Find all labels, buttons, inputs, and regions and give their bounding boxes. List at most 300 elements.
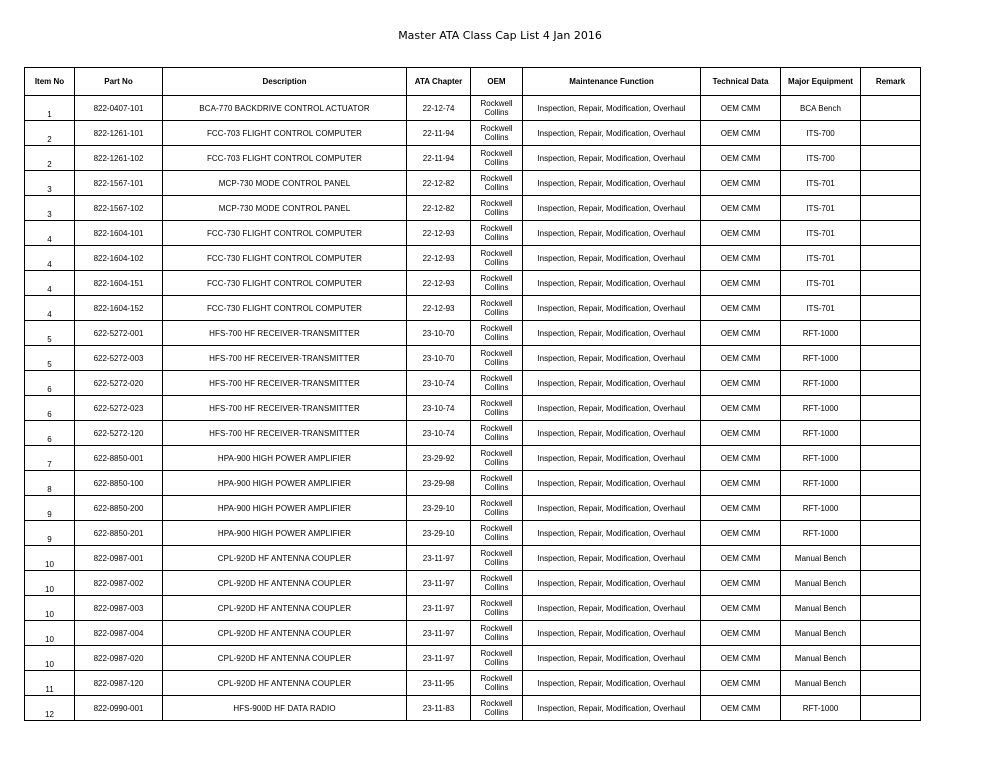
cell-technical-data: OEM CMM — [701, 296, 781, 321]
table-row — [25, 546, 921, 571]
table-row — [25, 596, 921, 621]
col-header-item-no: Item No — [25, 68, 75, 96]
cell-oem — [471, 296, 523, 321]
col-header-remark: Remark — [861, 68, 921, 96]
cell-maintenance-function: Inspection, Repair, Modification, Overhaul — [523, 96, 701, 121]
oem-line-1: Rockwell — [480, 274, 513, 283]
cell-major-equipment: RFT-1000 — [781, 471, 861, 496]
cell-major-equipment: ITS-701 — [781, 246, 861, 271]
cell-technical-data: OEM CMM — [701, 346, 781, 371]
document-title: Master ATA Class Cap List 4 Jan 2016 — [398, 29, 602, 42]
table-row — [25, 696, 921, 721]
cell-technical-data: OEM CMM — [701, 396, 781, 421]
cell-item-no: 3 — [25, 196, 75, 221]
oem-line-1: Rockwell — [480, 124, 513, 133]
oem-line-1: Rockwell — [480, 524, 513, 533]
cell-remark — [861, 546, 921, 571]
table-row — [25, 246, 921, 271]
cell-oem — [471, 221, 523, 246]
cell-technical-data: OEM CMM — [701, 146, 781, 171]
cell-major-equipment: RFT-1000 — [781, 696, 861, 721]
cell-part-no: 822-0987-001 — [75, 546, 163, 571]
cell-remark — [861, 646, 921, 671]
cell-remark — [861, 171, 921, 196]
cell-technical-data: OEM CMM — [701, 546, 781, 571]
cell-major-equipment: ITS-701 — [781, 296, 861, 321]
cell-ata-chapter: 22-11-94 — [407, 146, 471, 171]
cell-maintenance-function: Inspection, Repair, Modification, Overhaul — [523, 621, 701, 646]
cell-major-equipment: RFT-1000 — [781, 346, 861, 371]
oem-line-2: Collins — [484, 233, 509, 242]
cell-ata-chapter: 22-12-93 — [407, 271, 471, 296]
table-row — [25, 196, 921, 221]
table-row — [25, 421, 921, 446]
header-row — [25, 68, 921, 96]
cell-description: CPL-920D HF ANTENNA COUPLER — [163, 671, 407, 696]
cell-ata-chapter: 23-10-74 — [407, 421, 471, 446]
cell-technical-data: OEM CMM — [701, 121, 781, 146]
table-row — [25, 671, 921, 696]
cell-remark — [861, 571, 921, 596]
cell-description: FCC-703 FLIGHT CONTROL COMPUTER — [163, 146, 407, 171]
col-header-technical-data: Technical Data — [701, 68, 781, 96]
cell-technical-data: OEM CMM — [701, 271, 781, 296]
cell-ata-chapter: 23-11-97 — [407, 571, 471, 596]
cell-oem — [471, 346, 523, 371]
cell-maintenance-function: Inspection, Repair, Modification, Overhaul — [523, 546, 701, 571]
cell-maintenance-function: Inspection, Repair, Modification, Overhaul — [523, 471, 701, 496]
oem-line-2: Collins — [484, 633, 509, 642]
cell-part-no: 822-1567-102 — [75, 196, 163, 221]
cell-major-equipment: RFT-1000 — [781, 321, 861, 346]
cell-oem — [471, 671, 523, 696]
cell-major-equipment: Manual Bench — [781, 621, 861, 646]
oem-line-2: Collins — [484, 308, 509, 317]
cell-remark — [861, 471, 921, 496]
col-header-part-no: Part No — [75, 68, 163, 96]
cell-technical-data: OEM CMM — [701, 471, 781, 496]
cell-remark — [861, 96, 921, 121]
oem-line-2: Collins — [484, 408, 509, 417]
cell-description: HPA-900 HIGH POWER AMPLIFIER — [163, 471, 407, 496]
cell-ata-chapter: 23-29-98 — [407, 471, 471, 496]
table-row — [25, 646, 921, 671]
cell-part-no: 822-0987-002 — [75, 571, 163, 596]
cell-major-equipment: RFT-1000 — [781, 396, 861, 421]
oem-line-1: Rockwell — [480, 299, 513, 308]
col-header-maintenance-function: Maintenance Function — [523, 68, 701, 96]
cell-part-no: 822-1604-151 — [75, 271, 163, 296]
table-row — [25, 346, 921, 371]
cell-ata-chapter: 23-11-97 — [407, 546, 471, 571]
oem-line-1: Rockwell — [480, 574, 513, 583]
cell-ata-chapter: 23-11-97 — [407, 596, 471, 621]
cell-maintenance-function: Inspection, Repair, Modification, Overhaul — [523, 346, 701, 371]
cell-remark — [861, 671, 921, 696]
cell-oem — [471, 646, 523, 671]
col-header-major-equipment: Major Equipment — [781, 68, 861, 96]
oem-line-1: Rockwell — [480, 399, 513, 408]
table-row — [25, 271, 921, 296]
cell-technical-data: OEM CMM — [701, 221, 781, 246]
oem-line-2: Collins — [484, 708, 509, 717]
cell-major-equipment: ITS-701 — [781, 271, 861, 296]
table-row — [25, 496, 921, 521]
cell-technical-data: OEM CMM — [701, 596, 781, 621]
cell-technical-data: OEM CMM — [701, 496, 781, 521]
cell-part-no: 822-0987-120 — [75, 671, 163, 696]
cell-ata-chapter: 23-10-74 — [407, 396, 471, 421]
cell-oem — [471, 321, 523, 346]
capability-table — [24, 67, 921, 721]
oem-line-1: Rockwell — [480, 674, 513, 683]
cell-item-no: 6 — [25, 396, 75, 421]
oem-line-1: Rockwell — [480, 649, 513, 658]
oem-line-2: Collins — [484, 433, 509, 442]
oem-line-1: Rockwell — [480, 349, 513, 358]
oem-line-2: Collins — [484, 208, 509, 217]
cell-item-no: 8 — [25, 471, 75, 496]
oem-line-1: Rockwell — [480, 224, 513, 233]
cell-item-no: 4 — [25, 221, 75, 246]
cell-maintenance-function: Inspection, Repair, Modification, Overhaul — [523, 196, 701, 221]
oem-line-2: Collins — [484, 508, 509, 517]
cell-description: MCP-730 MODE CONTROL PANEL — [163, 196, 407, 221]
cell-oem — [471, 446, 523, 471]
cell-major-equipment: ITS-701 — [781, 171, 861, 196]
cell-major-equipment: Manual Bench — [781, 571, 861, 596]
cell-technical-data: OEM CMM — [701, 196, 781, 221]
table-row — [25, 621, 921, 646]
cell-ata-chapter: 23-11-97 — [407, 621, 471, 646]
cell-item-no: 4 — [25, 296, 75, 321]
table-row — [25, 371, 921, 396]
cell-maintenance-function: Inspection, Repair, Modification, Overhaul — [523, 221, 701, 246]
cell-description: HPA-900 HIGH POWER AMPLIFIER — [163, 446, 407, 471]
oem-line-2: Collins — [484, 658, 509, 667]
cell-major-equipment: Manual Bench — [781, 546, 861, 571]
cell-remark — [861, 696, 921, 721]
cell-oem — [471, 571, 523, 596]
cell-maintenance-function: Inspection, Repair, Modification, Overhaul — [523, 271, 701, 296]
cell-ata-chapter: 23-11-83 — [407, 696, 471, 721]
cell-item-no: 9 — [25, 496, 75, 521]
cell-ata-chapter: 22-12-82 — [407, 196, 471, 221]
cell-description: MCP-730 MODE CONTROL PANEL — [163, 171, 407, 196]
oem-line-2: Collins — [484, 333, 509, 342]
cell-part-no: 822-0407-101 — [75, 96, 163, 121]
cell-ata-chapter: 23-29-92 — [407, 446, 471, 471]
oem-line-2: Collins — [484, 358, 509, 367]
cell-remark — [861, 446, 921, 471]
oem-line-2: Collins — [484, 283, 509, 292]
cell-ata-chapter: 23-11-95 — [407, 671, 471, 696]
cell-remark — [861, 496, 921, 521]
cell-description: HPA-900 HIGH POWER AMPLIFIER — [163, 521, 407, 546]
oem-line-2: Collins — [484, 183, 509, 192]
cell-remark — [861, 396, 921, 421]
cell-ata-chapter: 23-29-10 — [407, 496, 471, 521]
cell-description: FCC-730 FLIGHT CONTROL COMPUTER — [163, 221, 407, 246]
cell-part-no: 622-5272-001 — [75, 321, 163, 346]
cell-technical-data: OEM CMM — [701, 696, 781, 721]
oem-line-1: Rockwell — [480, 624, 513, 633]
cell-technical-data: OEM CMM — [701, 246, 781, 271]
cell-technical-data: OEM CMM — [701, 646, 781, 671]
oem-line-2: Collins — [484, 483, 509, 492]
table-row — [25, 146, 921, 171]
cell-oem — [471, 521, 523, 546]
oem-line-1: Rockwell — [480, 99, 513, 108]
cell-item-no: 2 — [25, 121, 75, 146]
oem-line-2: Collins — [484, 133, 509, 142]
cell-maintenance-function: Inspection, Repair, Modification, Overhaul — [523, 371, 701, 396]
cell-oem — [471, 546, 523, 571]
oem-line-1: Rockwell — [480, 249, 513, 258]
cell-oem — [471, 146, 523, 171]
cell-part-no: 622-5272-023 — [75, 396, 163, 421]
cell-remark — [861, 596, 921, 621]
cell-part-no: 822-0990-001 — [75, 696, 163, 721]
oem-line-2: Collins — [484, 533, 509, 542]
cell-item-no: 5 — [25, 321, 75, 346]
table-row — [25, 571, 921, 596]
oem-line-2: Collins — [484, 158, 509, 167]
table-row — [25, 321, 921, 346]
oem-line-2: Collins — [484, 558, 509, 567]
cell-part-no: 622-5272-120 — [75, 421, 163, 446]
cell-description: HFS-900D HF DATA RADIO — [163, 696, 407, 721]
cell-part-no: 822-1567-101 — [75, 171, 163, 196]
oem-line-1: Rockwell — [480, 374, 513, 383]
cell-maintenance-function: Inspection, Repair, Modification, Overhaul — [523, 571, 701, 596]
cell-oem — [471, 421, 523, 446]
cell-major-equipment: RFT-1000 — [781, 371, 861, 396]
cell-maintenance-function: Inspection, Repair, Modification, Overhaul — [523, 246, 701, 271]
cell-oem — [471, 696, 523, 721]
oem-line-1: Rockwell — [480, 174, 513, 183]
cell-part-no: 622-8850-001 — [75, 446, 163, 471]
cell-maintenance-function: Inspection, Repair, Modification, Overhaul — [523, 421, 701, 446]
cell-ata-chapter: 23-11-97 — [407, 646, 471, 671]
cell-major-equipment: RFT-1000 — [781, 521, 861, 546]
cell-major-equipment: ITS-701 — [781, 221, 861, 246]
cell-part-no: 822-0987-004 — [75, 621, 163, 646]
cell-maintenance-function: Inspection, Repair, Modification, Overhaul — [523, 521, 701, 546]
cell-ata-chapter: 22-11-94 — [407, 121, 471, 146]
cell-ata-chapter: 23-29-10 — [407, 521, 471, 546]
oem-line-1: Rockwell — [480, 199, 513, 208]
cell-part-no: 822-1604-152 — [75, 296, 163, 321]
cell-item-no: 4 — [25, 271, 75, 296]
cell-major-equipment: Manual Bench — [781, 646, 861, 671]
cell-description: HFS-700 HF RECEIVER-TRANSMITTER — [163, 321, 407, 346]
cell-oem — [471, 246, 523, 271]
cell-remark — [861, 521, 921, 546]
cell-description: HFS-700 HF RECEIVER-TRANSMITTER — [163, 371, 407, 396]
oem-line-1: Rockwell — [480, 699, 513, 708]
cell-part-no: 822-0987-020 — [75, 646, 163, 671]
cell-technical-data: OEM CMM — [701, 96, 781, 121]
cell-item-no: 10 — [25, 646, 75, 671]
cell-item-no: 10 — [25, 571, 75, 596]
cell-remark — [861, 621, 921, 646]
table-row — [25, 171, 921, 196]
cell-ata-chapter: 22-12-74 — [407, 96, 471, 121]
cell-oem — [471, 471, 523, 496]
cell-technical-data: OEM CMM — [701, 171, 781, 196]
cell-item-no: 3 — [25, 171, 75, 196]
cell-maintenance-function: Inspection, Repair, Modification, Overhaul — [523, 596, 701, 621]
cell-oem — [471, 271, 523, 296]
cell-major-equipment: RFT-1000 — [781, 496, 861, 521]
oem-line-1: Rockwell — [480, 474, 513, 483]
oem-line-1: Rockwell — [480, 599, 513, 608]
table-row — [25, 521, 921, 546]
cell-description: FCC-730 FLIGHT CONTROL COMPUTER — [163, 271, 407, 296]
cell-technical-data: OEM CMM — [701, 521, 781, 546]
cell-part-no: 622-5272-003 — [75, 346, 163, 371]
cell-description: FCC-703 FLIGHT CONTROL COMPUTER — [163, 121, 407, 146]
cell-oem — [471, 171, 523, 196]
cell-remark — [861, 321, 921, 346]
cell-part-no: 622-8850-201 — [75, 521, 163, 546]
oem-line-1: Rockwell — [480, 424, 513, 433]
col-header-oem: OEM — [471, 68, 523, 96]
cell-technical-data: OEM CMM — [701, 371, 781, 396]
cell-remark — [861, 146, 921, 171]
cell-remark — [861, 246, 921, 271]
cell-part-no: 622-5272-020 — [75, 371, 163, 396]
cell-technical-data: OEM CMM — [701, 321, 781, 346]
cell-remark — [861, 196, 921, 221]
cell-item-no: 10 — [25, 546, 75, 571]
cell-description: HPA-900 HIGH POWER AMPLIFIER — [163, 496, 407, 521]
oem-line-2: Collins — [484, 683, 509, 692]
cell-oem — [471, 621, 523, 646]
cell-description: CPL-920D HF ANTENNA COUPLER — [163, 571, 407, 596]
cell-technical-data: OEM CMM — [701, 571, 781, 596]
cell-part-no: 822-1261-101 — [75, 121, 163, 146]
oem-line-1: Rockwell — [480, 449, 513, 458]
cell-ata-chapter: 23-10-74 — [407, 371, 471, 396]
cell-maintenance-function: Inspection, Repair, Modification, Overhaul — [523, 321, 701, 346]
cell-item-no: 11 — [25, 671, 75, 696]
cell-major-equipment: RFT-1000 — [781, 446, 861, 471]
cell-maintenance-function: Inspection, Repair, Modification, Overhaul — [523, 296, 701, 321]
oem-line-2: Collins — [484, 258, 509, 267]
cell-maintenance-function: Inspection, Repair, Modification, Overhaul — [523, 446, 701, 471]
cell-maintenance-function: Inspection, Repair, Modification, Overhaul — [523, 671, 701, 696]
table-row — [25, 446, 921, 471]
cell-remark — [861, 121, 921, 146]
cell-remark — [861, 346, 921, 371]
cell-maintenance-function: Inspection, Repair, Modification, Overhaul — [523, 646, 701, 671]
cell-ata-chapter: 23-10-70 — [407, 346, 471, 371]
cell-remark — [861, 371, 921, 396]
cell-item-no: 12 — [25, 696, 75, 721]
cell-major-equipment: BCA Bench — [781, 96, 861, 121]
cell-major-equipment: Manual Bench — [781, 596, 861, 621]
cell-major-equipment: ITS-701 — [781, 196, 861, 221]
cell-maintenance-function: Inspection, Repair, Modification, Overhaul — [523, 696, 701, 721]
cell-ata-chapter: 22-12-93 — [407, 246, 471, 271]
oem-line-1: Rockwell — [480, 549, 513, 558]
cell-maintenance-function: Inspection, Repair, Modification, Overhaul — [523, 146, 701, 171]
cell-technical-data: OEM CMM — [701, 671, 781, 696]
cell-part-no: 622-8850-200 — [75, 496, 163, 521]
cell-description: HFS-700 HF RECEIVER-TRANSMITTER — [163, 421, 407, 446]
table-row — [25, 121, 921, 146]
oem-line-1: Rockwell — [480, 149, 513, 158]
table-row — [25, 221, 921, 246]
cell-oem — [471, 196, 523, 221]
cell-description: FCC-730 FLIGHT CONTROL COMPUTER — [163, 246, 407, 271]
cell-item-no: 2 — [25, 146, 75, 171]
cell-item-no: 5 — [25, 346, 75, 371]
cell-oem — [471, 396, 523, 421]
cell-oem — [471, 496, 523, 521]
col-header-description: Description — [163, 68, 407, 96]
oem-line-2: Collins — [484, 458, 509, 467]
cell-item-no: 1 — [25, 96, 75, 121]
cell-technical-data: OEM CMM — [701, 421, 781, 446]
cell-maintenance-function: Inspection, Repair, Modification, Overhaul — [523, 121, 701, 146]
cell-item-no: 6 — [25, 421, 75, 446]
cell-item-no: 9 — [25, 521, 75, 546]
cell-description: CPL-920D HF ANTENNA COUPLER — [163, 596, 407, 621]
cell-oem — [471, 371, 523, 396]
cell-technical-data: OEM CMM — [701, 621, 781, 646]
cell-description: HFS-700 HF RECEIVER-TRANSMITTER — [163, 396, 407, 421]
cell-oem — [471, 96, 523, 121]
cell-part-no: 822-1261-102 — [75, 146, 163, 171]
oem-line-2: Collins — [484, 583, 509, 592]
cell-major-equipment: ITS-700 — [781, 146, 861, 171]
cell-remark — [861, 271, 921, 296]
col-header-ata-chapter: ATA Chapter — [407, 68, 471, 96]
cell-item-no: 4 — [25, 246, 75, 271]
cell-part-no: 822-1604-101 — [75, 221, 163, 246]
cell-item-no: 7 — [25, 446, 75, 471]
cell-part-no: 822-0987-003 — [75, 596, 163, 621]
cell-technical-data: OEM CMM — [701, 446, 781, 471]
cell-description: CPL-920D HF ANTENNA COUPLER — [163, 621, 407, 646]
cell-ata-chapter: 22-12-82 — [407, 171, 471, 196]
cell-item-no: 10 — [25, 596, 75, 621]
cell-ata-chapter: 22-12-93 — [407, 296, 471, 321]
cell-ata-chapter: 22-12-93 — [407, 221, 471, 246]
table-body — [25, 96, 921, 721]
cell-part-no: 622-8850-100 — [75, 471, 163, 496]
cell-description: FCC-730 FLIGHT CONTROL COMPUTER — [163, 296, 407, 321]
cell-maintenance-function: Inspection, Repair, Modification, Overhaul — [523, 496, 701, 521]
cell-remark — [861, 221, 921, 246]
cell-remark — [861, 296, 921, 321]
cell-major-equipment: ITS-700 — [781, 121, 861, 146]
oem-line-2: Collins — [484, 383, 509, 392]
cell-maintenance-function: Inspection, Repair, Modification, Overhaul — [523, 171, 701, 196]
cell-major-equipment: Manual Bench — [781, 671, 861, 696]
cell-ata-chapter: 23-10-70 — [407, 321, 471, 346]
cell-maintenance-function: Inspection, Repair, Modification, Overhaul — [523, 396, 701, 421]
cell-remark — [861, 421, 921, 446]
oem-line-2: Collins — [484, 108, 509, 117]
table-row — [25, 471, 921, 496]
table-row — [25, 296, 921, 321]
cell-item-no: 10 — [25, 621, 75, 646]
oem-line-1: Rockwell — [480, 499, 513, 508]
